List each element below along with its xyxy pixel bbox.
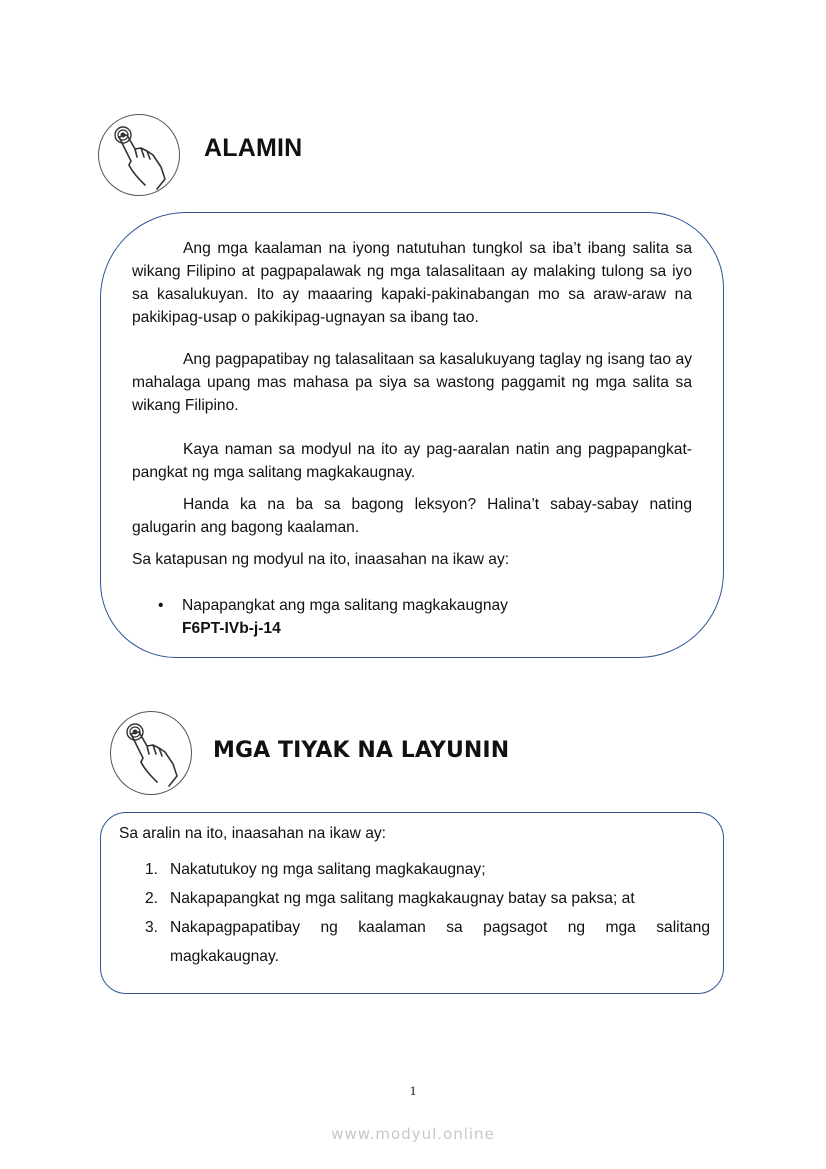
competency-code: F6PT-IVb-j-14 xyxy=(182,620,281,637)
list-item-text: Nakatutukoy ng mga salitang magkakaugnay; xyxy=(170,861,486,878)
list-item-text: Nakapapangkat ng mga salitang magkakaugnay batay sa paksa; at xyxy=(170,890,635,907)
competency-text: Napapangkat ang mga salitang magkakaugnay xyxy=(182,597,508,614)
alamin-paragraph-3: Kaya naman sa modyul na ito ay pag-aaralan natin ang pagpapangkat-pangkat ng mga salitang magkakaugnay. xyxy=(132,441,692,481)
watermark: www.modyul.online xyxy=(331,1125,495,1143)
section-title-layunin: MGA TIYAK NA LAYUNIN xyxy=(213,738,510,763)
touch-hand-icon xyxy=(98,114,180,196)
page-number: 1 xyxy=(409,1083,417,1098)
list-item-text: Nakapagpapatibay ng kaalaman sa pagsagot ng mga salitang magkakaugnay. xyxy=(170,919,710,965)
bullet-marker: • xyxy=(158,597,164,614)
alamin-paragraph-1: Ang mga kaalaman na iyong natutuhan tungkol sa iba’t ibang salita sa wikang Filipino at pagpapalawak ng mga talasalitaan ay malaking tulong sa iyo sa kasalukuyan. Ito ay maaaring kapaki-pakinabangan mo sa araw-araw na pakikipag-usap o pakikipag-ugnayan sa ibang tao. xyxy=(132,240,692,326)
alamin-paragraph-2: Ang pagpapatibay ng talasalitaan sa kasalukuyang taglay ng isang tao ay mahalaga upang mas mahasa pa siya sa wastong paggamit ng mga salita sa wikang Filipino. xyxy=(132,351,692,414)
alamin-closing: Sa katapusan ng modyul na ito, inaasahan na ikaw ay: xyxy=(132,551,510,568)
list-item-number: 2. xyxy=(145,890,159,907)
touch-hand-icon xyxy=(110,711,192,795)
list-item-number: 1. xyxy=(145,861,159,878)
list-item-number: 3. xyxy=(145,919,159,936)
section-title-alamin: ALAMIN xyxy=(204,134,303,162)
alamin-paragraph-4: Handa ka na ba sa bagong leksyon? Halina’t sabay-sabay nating galugarin ang bagong kaalaman. xyxy=(132,496,692,536)
layunin-intro: Sa aralin na ito, inaasahan na ikaw ay: xyxy=(119,825,386,842)
